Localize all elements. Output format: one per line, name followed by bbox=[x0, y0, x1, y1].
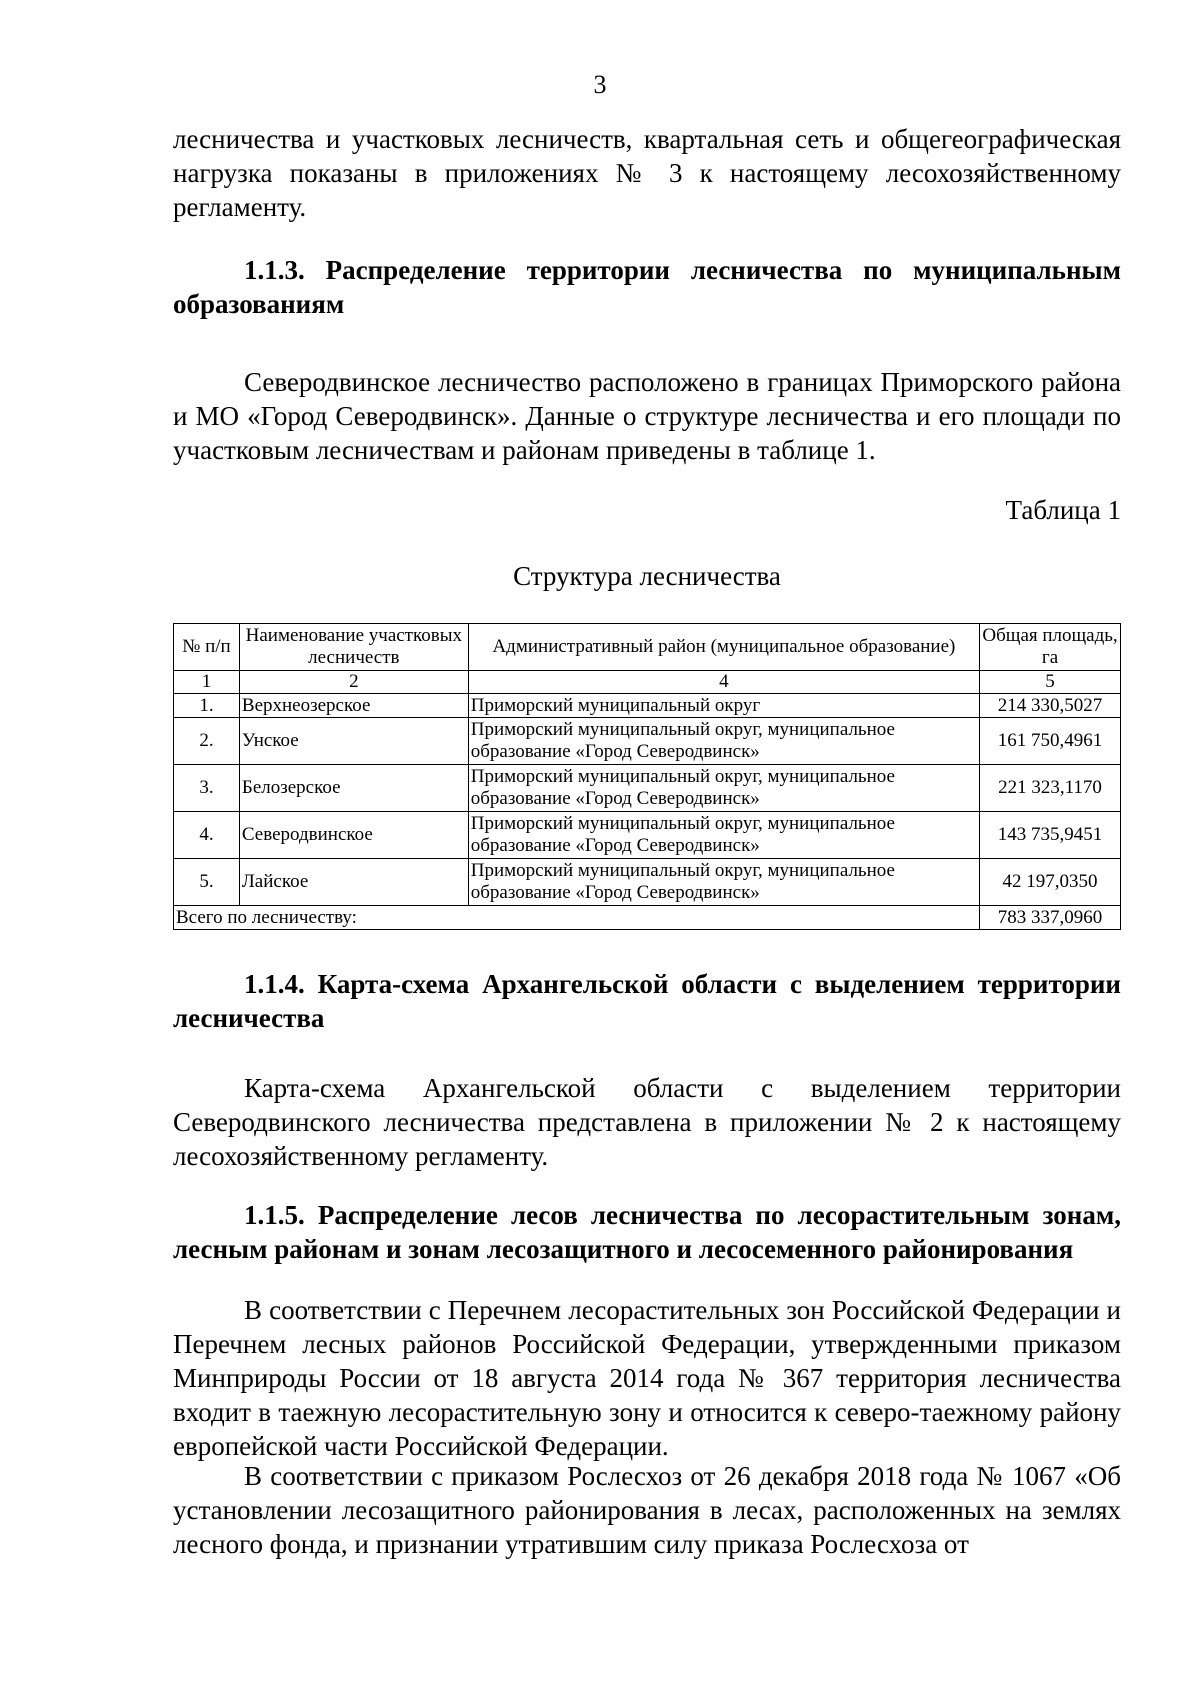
district-cell: Приморский муниципальный округ, муниципальное образование «Город Северодвинск» bbox=[468, 859, 979, 906]
area-cell: 143 735,9451 bbox=[980, 812, 1121, 859]
table-row bbox=[174, 859, 1121, 906]
table-row bbox=[174, 812, 1121, 859]
table-row bbox=[174, 718, 1121, 765]
table-total-row bbox=[174, 906, 1121, 930]
district-cell: Приморский муниципальный округ, муниципальное образование «Город Северодвинск» bbox=[468, 765, 979, 812]
forestry-name-cell: Белозерское bbox=[239, 765, 468, 812]
row-number-cell: 1. bbox=[174, 694, 240, 718]
column-number-cell: 5 bbox=[980, 671, 1121, 694]
section-paragraph-1-1-4: Карта-схема Архангельской области с выделением территории Северодвинского лесничества представлена в приложении № 2 к настоящему лесохозяйственному регламенту. bbox=[173, 1073, 1121, 1171]
section-heading-1-1-4: 1.1.4. Карта-схема Архангельской области с выделением территории лесничества bbox=[173, 969, 1121, 1033]
page-number: 3 bbox=[593, 70, 607, 99]
row-number-cell: 4. bbox=[174, 812, 240, 859]
header-cell: Административный район (муниципальное образование) bbox=[468, 624, 979, 671]
table-row bbox=[174, 694, 1121, 718]
area-cell: 221 323,1170 bbox=[980, 765, 1121, 812]
table-label: Таблица 1 bbox=[1005, 495, 1121, 525]
district-cell: Приморский муниципальный округ, муниципальное образование «Город Северодвинск» bbox=[468, 812, 979, 859]
area-cell: 161 750,4961 bbox=[980, 718, 1121, 765]
section-paragraph-1-1-5-b: В соответствии с приказом Рослесхоз от 26 декабря 2018 года № 1067 «Об установлении лесозащитного районирования в лесах, расположенных на землях лесного фонда, и признании утратившим силу приказа Рослесхоза от bbox=[173, 1461, 1121, 1559]
column-number-cell: 2 bbox=[239, 671, 468, 694]
forestry-name-cell: Унское bbox=[239, 718, 468, 765]
table-header-row bbox=[174, 624, 1121, 671]
district-cell: Приморский муниципальный округ, муниципальное образование «Город Северодвинск» bbox=[468, 718, 979, 765]
header-cell: № п/п bbox=[174, 624, 240, 671]
area-cell: 42 197,0350 bbox=[980, 859, 1121, 906]
area-cell: 214 330,5027 bbox=[980, 694, 1121, 718]
section-paragraph-1-1-5-a: В соответствии с Перечнем лесорастительных зон Российской Федерации и Перечнем лесных районов Российской Федерации, утвержденными приказом Минприроды России от 18 августа 2014 года № 367 территория лесничества входит в таежную лесорастительную зону и относится к северо-таежному району европейской части Российской Федерации. bbox=[173, 1295, 1121, 1461]
table-title: Структура лесничества bbox=[513, 561, 781, 591]
column-number-cell: 1 bbox=[174, 671, 240, 694]
forestry-name-cell: Верхнеозерское bbox=[239, 694, 468, 718]
forestry-name-cell: Северодвинское bbox=[239, 812, 468, 859]
forestry-name-cell: Лайское bbox=[239, 859, 468, 906]
column-number-row bbox=[174, 671, 1121, 694]
intro-paragraph: лесничества и участковых лесничеств, квартальная сеть и общегеографическая нагрузка показаны в приложениях № 3 к настоящему лесохозяйственному регламенту. bbox=[173, 124, 1121, 222]
table-row bbox=[174, 765, 1121, 812]
column-number-cell: 4 bbox=[468, 671, 979, 694]
section-heading-1-1-3: 1.1.3. Распределение территории лесничества по муниципальным образованиям bbox=[173, 255, 1121, 319]
row-number-cell: 2. bbox=[174, 718, 240, 765]
total-area-cell: 783 337,0960 bbox=[980, 906, 1121, 930]
row-number-cell: 5. bbox=[174, 859, 240, 906]
row-number-cell: 3. bbox=[174, 765, 240, 812]
total-label-cell: Всего по лесничеству: bbox=[174, 906, 980, 930]
district-cell: Приморский муниципальный округ bbox=[468, 694, 979, 718]
section-paragraph-1-1-3: Северодвинское лесничество расположено в границах Приморского района и МО «Город Северодвинск». Данные о структуре лесничества и его площади по участковым лесничествам и районам приведены в таблице 1. bbox=[173, 367, 1121, 465]
structure-table bbox=[173, 623, 1121, 930]
header-cell: Общая площадь, га bbox=[980, 624, 1121, 671]
header-cell: Наименование участковых лесничеств bbox=[239, 624, 468, 671]
section-heading-1-1-5: 1.1.5. Распределение лесов лесничества по лесорастительным зонам, лесным районам и зонам лесозащитного и лесосеменного районирования bbox=[173, 1200, 1121, 1264]
